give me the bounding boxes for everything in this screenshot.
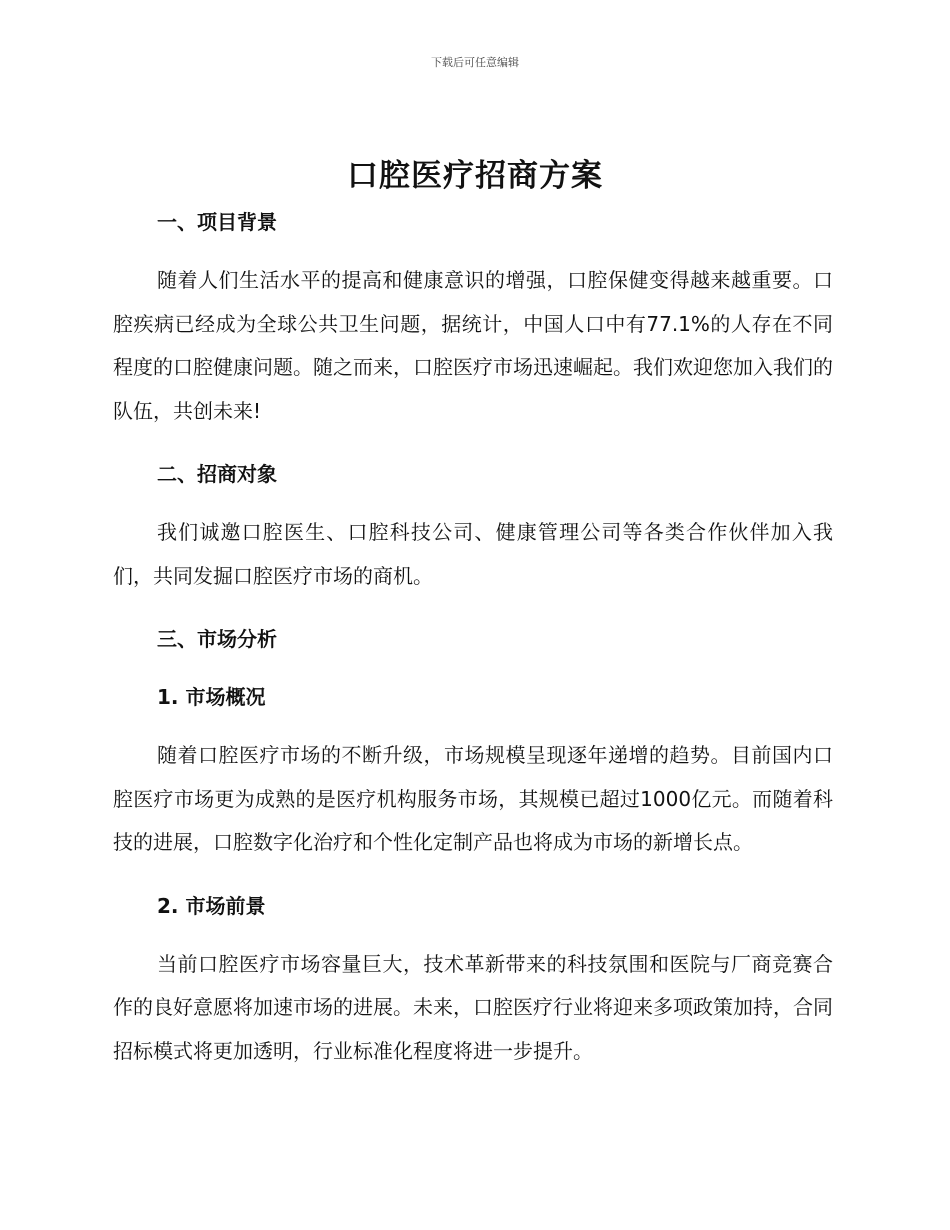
subsection-heading: 2. 市场前景 [157, 893, 266, 918]
section-heading: 一、项目背景 [157, 210, 277, 234]
document-title: 口腔医疗招商方案 [347, 158, 603, 194]
section-project-background [113, 205, 833, 457]
section-market-analysis [113, 622, 833, 1073]
document-body [113, 205, 833, 1073]
subsection-market-outlook [113, 889, 833, 1074]
subsection-paragraph: 当前口腔医疗市场容量巨大，技术革新带来的科技氛围和医院与厂商竞赛合作的良好意愿将加速市场的进展。未来，口腔医疗行业将迎来多项政策加持，合同招标模式将更加透明，行业标准化程度将进一步提升。 [113, 951, 833, 1063]
subsection-market-overview [113, 680, 833, 889]
section-investment-targets [113, 457, 833, 622]
subsection-heading: 1. 市场概况 [157, 685, 266, 709]
page-header-watermark: 下载后可任意编辑 [431, 56, 519, 69]
section-paragraph: 我们诚邀口腔医生、口腔科技公司、健康管理公司等各类合作伙伴加入我们，共同发掘口腔医疗市场的商机。 [113, 520, 833, 588]
section-heading: 三、市场分析 [157, 627, 277, 651]
section-heading: 二、招商对象 [157, 462, 277, 486]
subsection-paragraph: 随着口腔医疗市场的不断升级，市场规模呈现逐年递增的趋势。目前国内口腔医疗市场更为成熟的是医疗机构服务市场，其规模已超过1000亿元。而随着科技的进展，口腔数字化治疗和个性化定制产品也将成为市场的新增长点。 [113, 743, 833, 854]
section-paragraph: 随着人们生活水平的提高和健康意识的增强，口腔保健变得越来越重要。口腔疾病已经成为全球公共卫生问题，据统计，中国人口中有77.1%的人存在不同程度的口腔健康问题。随之而来，口腔医疗市场迅速崛起。我们欢迎您加入我们的队伍，共创未来! [113, 268, 833, 423]
